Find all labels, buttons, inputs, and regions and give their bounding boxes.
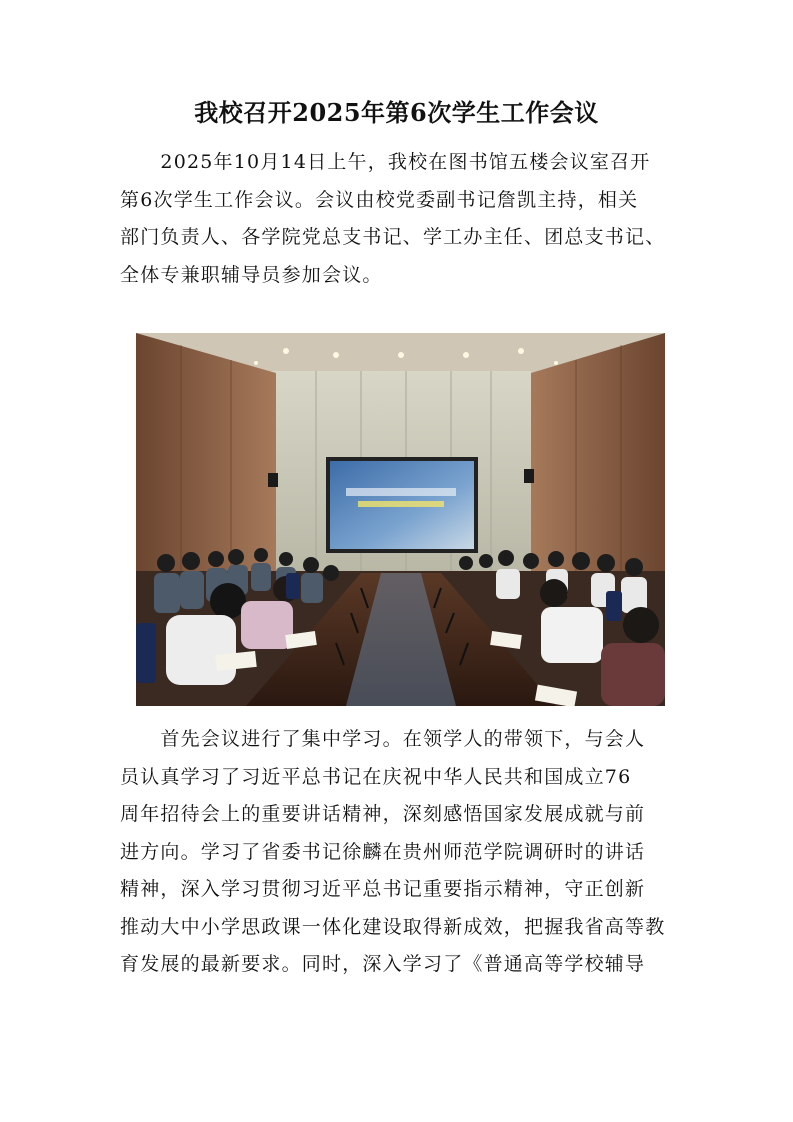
person-foreground-right: [601, 643, 665, 706]
paragraph-line: 首先会议进行了集中学习。在领学人的带领下，与会人: [120, 728, 646, 750]
paragraph-intro: [120, 144, 672, 294]
paragraph-line: 周年招待会上的重要讲话精神，深刻感悟国家发展成就与前: [120, 803, 646, 825]
paragraph-line: 第6次学生工作会议。会议由校党委副书记詹凯主持，相关: [120, 188, 639, 211]
article-title: 我校召开2025年第6次学生工作会议: [194, 98, 599, 127]
meeting-photo: [136, 333, 665, 706]
paragraph-study: [120, 721, 672, 984]
paragraph-line: 育发展的最新要求。同时，深入学习了《普通高等学校辅导: [120, 953, 646, 975]
paragraph-line: 员认真学习了习近平总书记在庆祝中华人民共和国成立76: [120, 765, 632, 788]
paragraph-line: 部门负责人、各学院党总支书记、学工办主任、团总支书记、: [120, 226, 666, 248]
paragraph-line: 2025年10月14日上午，我校在图书馆五楼会议室召开: [120, 151, 651, 173]
paragraph-line: 全体专兼职辅导员参加会议。: [120, 263, 383, 286]
paragraph-line: 精神，深入学习贯彻习近平总书记重要指示精神，守正创新: [120, 878, 646, 900]
paragraph-line: 进方向。学习了省委书记徐麟在贵州师范学院调研时的讲话: [120, 840, 646, 863]
person-foreground-left: [166, 615, 236, 685]
paragraph-line: 推动大中小学思政课一体化建设取得新成效，把握我省高等教: [120, 915, 666, 938]
